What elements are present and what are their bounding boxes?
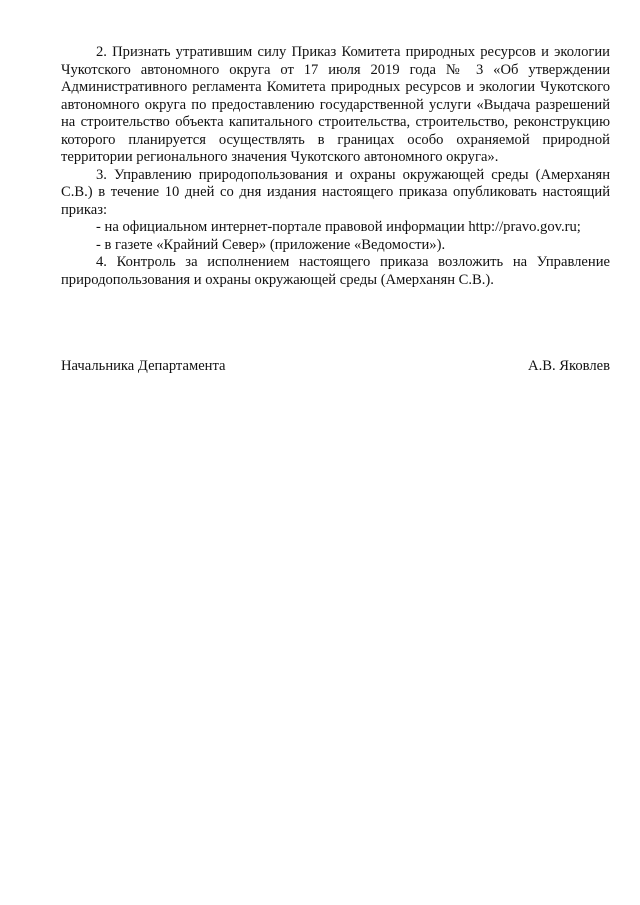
signature-position: Начальника Департамента	[61, 358, 226, 374]
paragraph-repeal-order: 2. Признать утратившим силу Приказ Комитета природных ресурсов и экологии Чукотского автономного округа от 17 июля 2019 года № 3 «Об утверждении Административного регламента Комитета природных ресурсов и экологии Чукотского автономного округа по предоставлению государственной услуги «Выдача разрешений на строительство объекта капитального строительства, строительство, реконструкцию которого планируется осуществлять в границах особо охраняемой природной территории регионального значения Чукотского автономного округа».	[61, 44, 610, 165]
signature-block	[61, 358, 610, 376]
paragraph-publication-instruction: 3. Управлению природопользования и охраны окружающей среды (Амерханян С.В.) в течение 10 дней со дня издания настоящего приказа опубликовать настоящий приказ:	[61, 166, 610, 218]
signature-name: А.В. Яковлев	[528, 358, 610, 374]
paragraph-control: 4. Контроль за исполнением настоящего приказа возложить на Управление природопользования и охраны окружающей среды (Амерханян С.В.).	[61, 254, 610, 288]
paragraph-publication-newspaper: - в газете «Крайний Север» (приложение «Ведомости»).	[96, 236, 446, 253]
paragraph-publication-portal: - на официальном интернет-портале правовой информации http://pravo.gov.ru;	[96, 219, 581, 235]
